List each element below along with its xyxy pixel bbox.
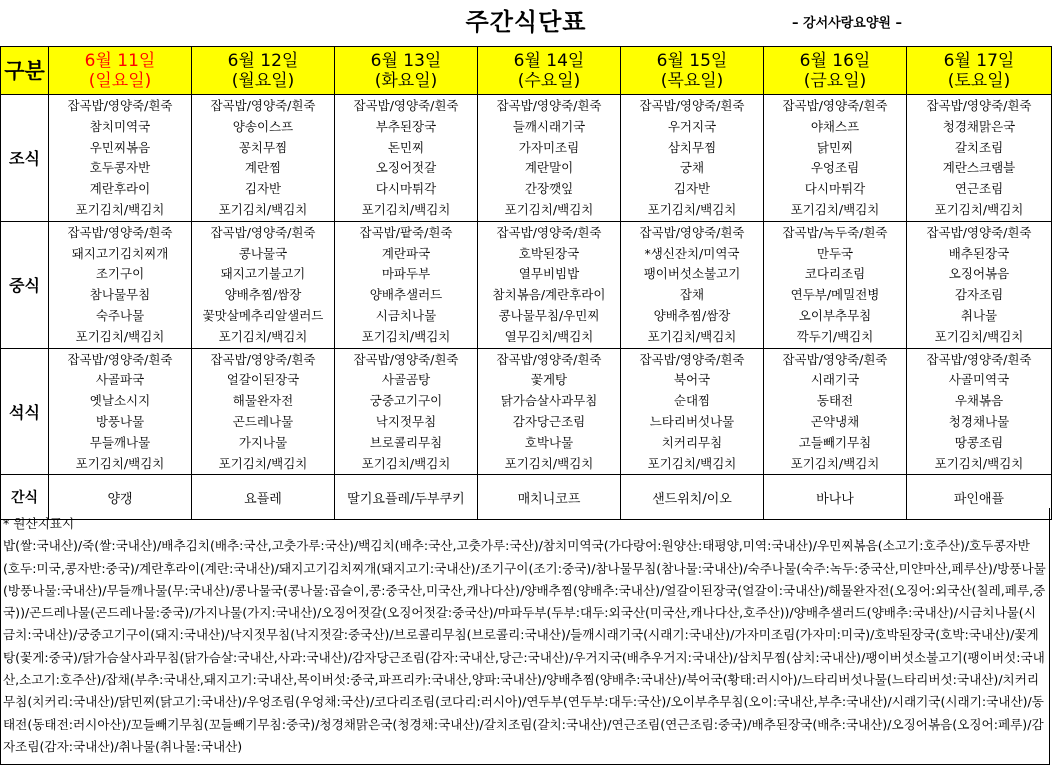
menu-item: 부추된장국 [375,118,437,134]
menu-item: 계란찜 [244,160,282,176]
menu-item: 잡곡밥/영양죽/흰죽 [496,98,602,113]
menu-item: 감자당근조림 [512,413,586,429]
origin-notes [0,508,1050,765]
menu-item: 포기김치/백김치 [647,328,737,344]
menu-item: 연근조림 [954,181,1004,197]
menu-item: 잡곡밥/영양죽/흰죽 [639,224,745,240]
day-weekday: (화요일) [374,70,438,91]
meal-cell [621,95,764,222]
origin-text: 밥(쌀:국내산)/죽(쌀:국내산)/배추김치(배추:국산,고춧가루:국산)/백김치(배추:국산,고춧가루:국산)/참치미역국(가다랑어:원양산:태평양,미역:국내산)/우민찌볶음(소고기:호주산)/호두콩자반(호두:미국,콩자반:중국)/계란후라이(계란:국내산)/돼지고기김치찌개(돼지고기:국내산)/조기구이(조기:중국)/참나물무침(참나물:국내산)/숙주나물(숙주:녹두:중국산,미얀마산,페루산)/방풍나물(방풍나물:국내산)/무들깨나물(무:국내산)/콩나물국(콩나물:곱슬이,콩:중국산,미국산,캐나다산)/양배추찜(양배추:국내산)/얼갈이된장국(얼갈이:국내산)/해물완자전(오징어:외국산(칠레,페루,중국))/곤드레나물(곤드레나물:중국)/가지나물(가지:국내산)/오징어젓갈(오징어젓갈:중국산)/마파두부(두부:대두:외국산(미국산,캐나다산,호주산))/양배추샐러드(양배추:국내산)/시금치나물(시금치:국내산)/궁중고기구이(돼지:국내산)/낙지젓무침(낙지젓갈:중국산)/브로콜리무침(브로콜리:국내산)/들깨시래기국(시래기:국내산)/가자미조림(가자미:미국)/호박된장국(호박:국내산)/꽃게탕(꽃게:중국)/닭가슴살사과무침(닭가슴살:국내산,사과:국내산)/감자당근조림(감자:국내산,당근:국내산)/우거지국(배추우거지:국내산)/삼치무찜(삼치:국내산)/팽이버섯소불고기(팽이버섯:국내산,소고기:호주산)/잡채(부추:국내산,돼지고기:국내산,목이버섯:중국,파프리카:국내산,양파:국내산)/양배추찜(양배추:국내산)/북어국(황태:러시아)/느타리버섯나물(느타리버섯:국내산)/치커리무침(치커리:국내산)/닭민찌(닭고기:국내산)/우엉조림(우엉채:국산)/코다리조림(코다리:러시아)/연두부(연두부:대두:국산)/오이부추무침(오이:국내산,부추:국내산)/시래기국(시래기:국내산)/동태전(동태전:러시아산)/꼬들빼기무침(꼬들빼기무침:중국)/청경채맑은국(청경채:국내산)/갈치조림(갈치:국내산)/연근조림(연근조림:중국)/배추된장국(배추:국내산)/오징어볶음(오징어:페루)/감자조림(감자:국내산)/취나물(취나물:국내산) [3,538,1046,754]
menu-item: 포기김치/백김치 [934,328,1024,344]
menu-item: 잡곡밥/팥죽/흰죽 [359,224,453,240]
menu-item: 포기김치/백김치 [361,201,451,217]
menu-item: 잡곡밥/영양죽/흰죽 [67,224,173,240]
menu-item: *생신잔치/미역국 [644,245,740,261]
menu-item: 낙지젓무침 [375,413,437,429]
snack-cell: 샌드위치/이오 [621,475,764,520]
menu-item: 꽁치무찜 [238,139,288,155]
menu-item: 사골미역국 [948,372,1010,388]
menu-item: 코다리조림 [804,266,866,282]
menu-item: 포기김치/백김치 [218,328,308,344]
day-header [192,47,335,95]
menu-item: 포기김치/백김치 [647,455,737,471]
menu-item: 호박된장국 [518,245,580,261]
meal-cell [478,221,621,348]
menu-item: 얼갈이된장국 [226,372,300,388]
menu-item: 사골파국 [95,372,145,388]
menu-item: 가자미조림 [518,139,580,155]
menu-item: 잡곡밥/영양죽/흰죽 [639,351,745,367]
meal-cell [478,95,621,222]
day-weekday: (금요일) [803,70,867,91]
snack-label: 간식 [1,475,49,520]
menu-item: 잡곡밥/영양죽/흰죽 [210,351,316,367]
menu-item: 청경채맑은국 [942,118,1016,134]
menu-item: 순대찜 [673,393,711,409]
meal-cell [764,95,907,222]
menu-item: 브로콜리무침 [369,434,443,450]
menu-item: 닭가슴살사과무침 [500,393,598,409]
menu-item: 계란스크램블 [942,160,1016,176]
menu-item: 갈치조림 [954,139,1004,155]
menu-item: 우거지국 [667,118,717,134]
menu-item: 시래기국 [810,372,860,388]
menu-item: 잡곡밥/영양죽/흰죽 [782,351,888,367]
menu-item: 방풍나물 [95,413,145,429]
menu-item: 고들빼기무침 [798,434,872,450]
day-header [478,47,621,95]
menu-item: 잡곡밥/영양죽/흰죽 [496,224,602,240]
snack-cell: 바나나 [764,475,907,520]
menu-item: 양송이스프 [232,118,294,134]
snack-cell: 딸기요플레/두부쿠키 [335,475,478,520]
menu-item: 만두국 [816,245,854,261]
meal-label: 조식 [1,95,49,222]
menu-item: 포기김치/백김치 [75,455,165,471]
meal-label: 중식 [1,221,49,348]
menu-item: 잡곡밥/영양죽/흰죽 [210,98,316,113]
menu-item: 땅콩조림 [954,434,1004,450]
menu-item: 느타리버섯나물 [649,413,735,429]
menu-item: 가지나물 [238,434,288,450]
menu-item: 계란말이 [524,160,574,176]
header-row [1,47,1052,95]
menu-item: 배추된장국 [948,245,1010,261]
menu-item: 깍두기/백김치 [796,328,874,344]
meal-cell [192,348,335,475]
menu-item: 북어국 [673,372,711,388]
menu-item: 무들깨나물 [89,434,151,450]
menu-item: 콩나물무침/우민찌 [498,307,600,323]
day-header [49,47,192,95]
meal-row [1,221,1052,348]
menu-item: 잡곡밥/영양죽/흰죽 [639,98,745,113]
menu-item: 다시마튀각 [375,181,437,197]
menu-item: 잡곡밥/녹두죽/흰죽 [782,224,888,240]
menu-item: 사골곰탕 [381,372,431,388]
day-weekday: (목요일) [660,70,724,91]
menu-item: 옛날소시지 [89,393,151,409]
meal-cell [192,95,335,222]
meal-cell [335,95,478,222]
meal-cell [907,95,1052,222]
menu-item: 잡곡밥/영양죽/흰죽 [67,98,173,113]
facility-name: – 강서사랑요양원 – [792,16,902,31]
meal-cell [621,221,764,348]
menu-item: 양배추샐러드 [369,287,443,303]
day-weekday: (수요일) [517,70,581,91]
menu-item: 궁중고기구이 [369,393,443,409]
menu-item: 잡곡밥/영양죽/흰죽 [67,351,173,367]
menu-item: 호두콩자반 [89,160,151,176]
day-date: 6월 14일 [513,50,585,71]
meal-cell [764,348,907,475]
menu-item: 포기김치/백김치 [790,455,880,471]
day-date: 6월 13일 [370,50,442,71]
menu-item: 잡곡밥/영양죽/흰죽 [210,224,316,240]
menu-item: 돈민찌 [387,139,425,155]
menu-item: 감자조림 [954,287,1004,303]
day-header [335,47,478,95]
day-header [907,47,1052,95]
menu-item: 취나물 [960,307,998,323]
menu-item: 곤약냉채 [810,413,860,429]
meal-cell [49,95,192,222]
meal-row [1,95,1052,222]
menu-item: 시금치나물 [375,307,437,323]
day-date: 6월 17일 [943,50,1015,71]
menu-item: 포기김치/백김치 [504,201,594,217]
menu-item: 열무김치/백김치 [504,328,594,344]
menu-item: 포기김치/백김치 [504,455,594,471]
menu-item: 포기김치/백김치 [218,455,308,471]
menu-item: 포기김치/백김치 [75,328,165,344]
menu-item: 팽이버섯소불고기 [643,266,741,282]
meal-label: 석식 [1,348,49,475]
meal-cell [907,348,1052,475]
menu-item: 열무비빔밥 [518,266,580,282]
meal-row [1,348,1052,475]
meal-cell [478,348,621,475]
menu-item: 돼지고기불고기 [220,266,306,282]
weekly-menu-table [0,46,1052,520]
menu-item: 우민찌볶음 [89,139,151,155]
snack-cell: 매치니코프 [478,475,621,520]
menu-item: 오징어젓갈 [375,160,437,176]
menu-item: 참치볶음/계란후라이 [492,287,606,303]
menu-item: 양배추찜/쌈장 [653,307,731,323]
menu-item: 꽃게탕 [530,372,568,388]
menu-item: 숙주나물 [95,307,145,323]
meal-cell [49,221,192,348]
menu-item: 조기구이 [95,266,145,282]
menu-item: 잡채 [679,287,705,303]
menu-item: 포기김치/백김치 [934,455,1024,471]
menu-item: 잡곡밥/영양죽/흰죽 [353,351,459,367]
meal-cell [335,348,478,475]
menu-item: 참치미역국 [89,118,151,134]
menu-item: 잡곡밥/영양죽/흰죽 [926,351,1032,367]
snack-cell: 양갱 [49,475,192,520]
menu-item: 잡곡밥/영양죽/흰죽 [496,351,602,367]
menu-item: 간장깻잎 [524,181,574,197]
meal-cell [764,221,907,348]
menu-item: 연두부/메밀전병 [790,287,880,303]
menu-item: 들깨시래기국 [512,118,586,134]
snack-cell: 요플레 [192,475,335,520]
menu-item: 계란파국 [381,245,431,261]
menu-item: 오징어볶음 [948,266,1010,282]
menu-item: 다시마튀각 [804,181,866,197]
day-date: 6월 16일 [799,50,871,71]
menu-item: 청경채나물 [948,413,1010,429]
day-weekday: (토요일) [947,70,1011,91]
header-label: 구분 [1,47,49,95]
meal-cell [49,348,192,475]
meal-cell [907,221,1052,348]
menu-item: 야채스프 [810,118,860,134]
day-weekday: (일요일) [88,70,152,91]
menu-item: 김자반 [244,181,282,197]
menu-item: 마파두부 [381,266,431,282]
menu-item: 동태전 [816,393,854,409]
menu-item: 포기김치/백김치 [361,328,451,344]
day-date: 6월 12일 [227,50,299,71]
day-header [621,47,764,95]
meal-cell [335,221,478,348]
menu-item: 포기김치/백김치 [361,455,451,471]
menu-item: 궁채 [679,160,705,176]
menu-item: 곤드레나물 [232,413,294,429]
menu-item: 오이부추무침 [798,307,872,323]
menu-item: 참나물무침 [89,287,151,303]
title-area [0,0,1052,46]
menu-item: 잡곡밥/영양죽/흰죽 [926,98,1032,113]
menu-item: 우채볶음 [954,393,1004,409]
page-title: 주간식단표 [465,8,587,36]
menu-item: 포기김치/백김치 [218,201,308,217]
menu-item: 포기김치/백김치 [647,201,737,217]
menu-item: 잡곡밥/영양죽/흰죽 [926,224,1032,240]
day-weekday: (월요일) [231,70,295,91]
menu-item: 양배추찜/쌈장 [224,287,302,303]
snack-cell: 파인애플 [907,475,1052,520]
meal-cell [621,348,764,475]
menu-item: 닭민찌 [816,139,854,155]
menu-item: 잡곡밥/영양죽/흰죽 [353,98,459,113]
menu-item: 포기김치/백김치 [934,201,1024,217]
menu-item: 삼치무찜 [667,139,717,155]
day-header [764,47,907,95]
meal-cell [192,221,335,348]
menu-item: 계란후라이 [89,181,151,197]
origin-heading: * 원산지표시 [3,516,75,531]
menu-item: 돼지고기김치찌개 [71,245,169,261]
menu-item: 해물완자전 [232,393,294,409]
menu-item: 포기김치/백김치 [75,201,165,217]
day-date: 6월 15일 [656,50,728,71]
menu-item: 호박나물 [524,434,574,450]
day-date: 6월 11일 [84,50,156,71]
menu-item: 포기김치/백김치 [790,201,880,217]
menu-item: 우엉조림 [810,160,860,176]
menu-item: 치커리무침 [661,434,723,450]
menu-item: 김자반 [673,181,711,197]
menu-item: 콩나물국 [238,245,288,261]
menu-item: 꽃맛살메추리알샐러드 [202,307,324,323]
menu-item: 잡곡밥/영양죽/흰죽 [782,98,888,113]
